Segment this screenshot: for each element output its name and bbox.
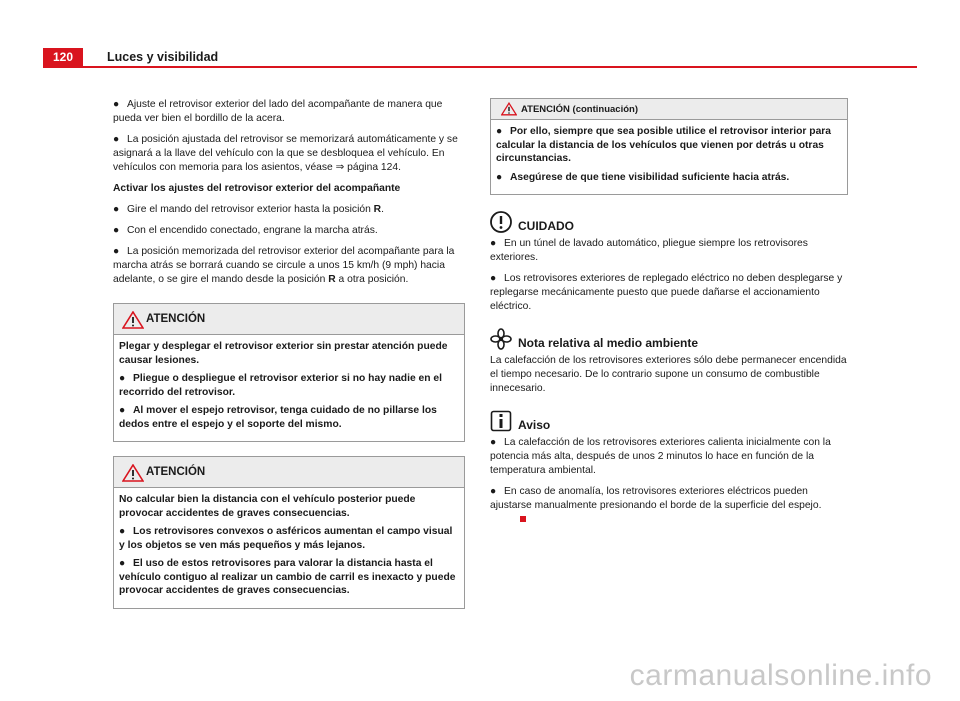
environment-text: La calefacción de los retrovisores exteriores sólo debe permanecer encendida el tiempo necesario. De lo contrario supone un consumo de combustible innecesario.	[490, 355, 847, 394]
warning-title: ATENCIÓN	[146, 466, 206, 478]
list-item	[113, 98, 465, 126]
bullet-icon: ●	[113, 204, 120, 215]
environment-flower-icon	[490, 328, 512, 350]
list-item: ● El uso de estos retrovisores para valorar la distancia hasta el vehículo contiguo al realizar un cambio de carril es inexacto y puede provocar accidentes de graves consecuencias.	[119, 558, 456, 596]
warning-box	[113, 456, 465, 609]
warning-triangle-icon	[122, 464, 144, 482]
list-item	[113, 224, 465, 238]
warning-header	[491, 99, 847, 120]
list-item: ● La calefacción de los retrovisores exteriores calienta inicialmente con la potencia más alta, después de unos 2 minutos lo hace en función de la temperatura ambiental.	[490, 437, 831, 476]
warning-body	[114, 335, 464, 441]
bullet-icon: ●	[113, 225, 120, 236]
warning-intro: No calcular bien la distancia con el vehículo posterior puede provocar accidentes de graves consecuencias.	[119, 494, 416, 519]
warning-body	[491, 120, 847, 194]
left-column	[113, 98, 465, 609]
step-text: La posición memorizada del retrovisor exterior del acompañante para la marcha atrás se borrará cuando se circule a unos 15 km/h (9 mph) hacia adelante, o se gire el mando desde la posición	[113, 246, 455, 285]
list-item: ● Al mover el espejo retrovisor, tenga cuidado de no pillarse los dedos entre el espejo y el soporte del mismo.	[119, 405, 437, 430]
paragraph-text: La posición ajustada del retrovisor se memorizará automáticamente y se asignará a la llave del vehículo con la que se desbloquea el vehículo. En vehículos con memoria para los asientos, véase ⇒ página 124.	[113, 134, 458, 173]
bullet-icon: ●	[113, 134, 120, 145]
bullet-icon: ●	[490, 273, 497, 284]
warning-triangle-icon	[501, 102, 517, 116]
warning-title: ATENCIÓN	[146, 313, 206, 325]
bullet-icon: ●	[113, 99, 120, 110]
environment-title: Nota relativa al medio ambiente	[518, 336, 699, 350]
bullet-icon: ●	[119, 558, 126, 569]
step-text-after: a otra posición.	[335, 274, 409, 285]
bullet-icon: ●	[113, 246, 120, 257]
bullet-icon: ●	[496, 126, 503, 137]
warning-header	[114, 304, 464, 335]
list-item: ● En caso de anomalía, los retrovisores exteriores eléctricos pueden ajustarse manualmente presionando el borde de la superficie del espejo.	[490, 485, 848, 527]
list-item: ● Los retrovisores exteriores de replegado eléctrico no deben desplegarse y replegarse mecánicamente puesto que puede dañarse el accionamiento eléctrico.	[490, 273, 843, 312]
step-text: Gire el mando del retrovisor exterior hasta la posición	[127, 204, 374, 215]
header-rule	[43, 66, 917, 68]
bullet-icon: ●	[119, 373, 126, 384]
position-key: R	[328, 274, 336, 285]
list-item: ● Por ello, siempre que sea posible utilice el retrovisor interior para calcular la distancia de los vehículos que vienen por detrás u otras circunstancias.	[496, 126, 832, 164]
list-item: ● Los retrovisores convexos o asféricos aumentan el campo visual y los objetos se ven más pequeños y más lejanos.	[119, 526, 453, 551]
page-number: 120	[43, 48, 83, 67]
notice-header	[490, 410, 848, 436]
warning-continuation-box	[490, 98, 848, 195]
notice-title: Aviso	[518, 418, 551, 432]
page-header	[0, 0, 960, 70]
warning-intro: Plegar y desplegar el retrovisor exterior sin prestar atención puede causar lesiones.	[119, 341, 448, 366]
list-item	[113, 203, 465, 217]
list-item: ● Asegúrese de que tiene visibilidad suficiente hacia atrás.	[496, 171, 790, 183]
warning-header	[114, 457, 464, 488]
bullet-icon: ●	[490, 486, 497, 497]
right-column	[490, 98, 848, 534]
list-item: ● Pliegue o despliegue el retrovisor exterior si no hay nadie en el recorrido del retrovisor.	[119, 373, 443, 398]
position-key: R	[373, 204, 382, 215]
bullet-icon: ●	[490, 238, 497, 249]
warning-triangle-icon	[122, 311, 144, 329]
bullet-icon: ●	[490, 437, 497, 448]
caution-exclamation-icon	[490, 211, 512, 233]
list-item	[113, 245, 465, 287]
bullet-icon: ●	[496, 171, 503, 183]
paragraph-text: Ajuste el retrovisor exterior del lado del acompañante de manera que pueda ver bien el bordillo de la acera.	[113, 99, 443, 124]
list-item	[113, 133, 465, 175]
step-text-after: .	[381, 204, 384, 215]
bullet-icon: ●	[119, 405, 126, 416]
section-end-marker	[520, 516, 526, 522]
section-title: Luces y visibilidad	[107, 50, 219, 64]
caution-title: CUIDADO	[518, 219, 574, 233]
caution-header	[490, 211, 848, 237]
watermark: carmanualsonline.info	[629, 659, 932, 692]
info-note-icon	[490, 410, 512, 432]
warning-body	[114, 488, 464, 608]
bullet-icon: ●	[119, 526, 126, 537]
step-text: Con el encendido conectado, engrane la marcha atrás.	[127, 225, 378, 236]
warning-box	[113, 303, 465, 442]
warning-title: ATENCIÓN (continuación)	[521, 104, 638, 115]
subheading: Activar los ajustes del retrovisor exterior del acompañante	[113, 183, 401, 194]
list-item: ● En un túnel de lavado automático, pliegue siempre los retrovisores exteriores.	[490, 238, 808, 263]
environment-header	[490, 328, 848, 354]
